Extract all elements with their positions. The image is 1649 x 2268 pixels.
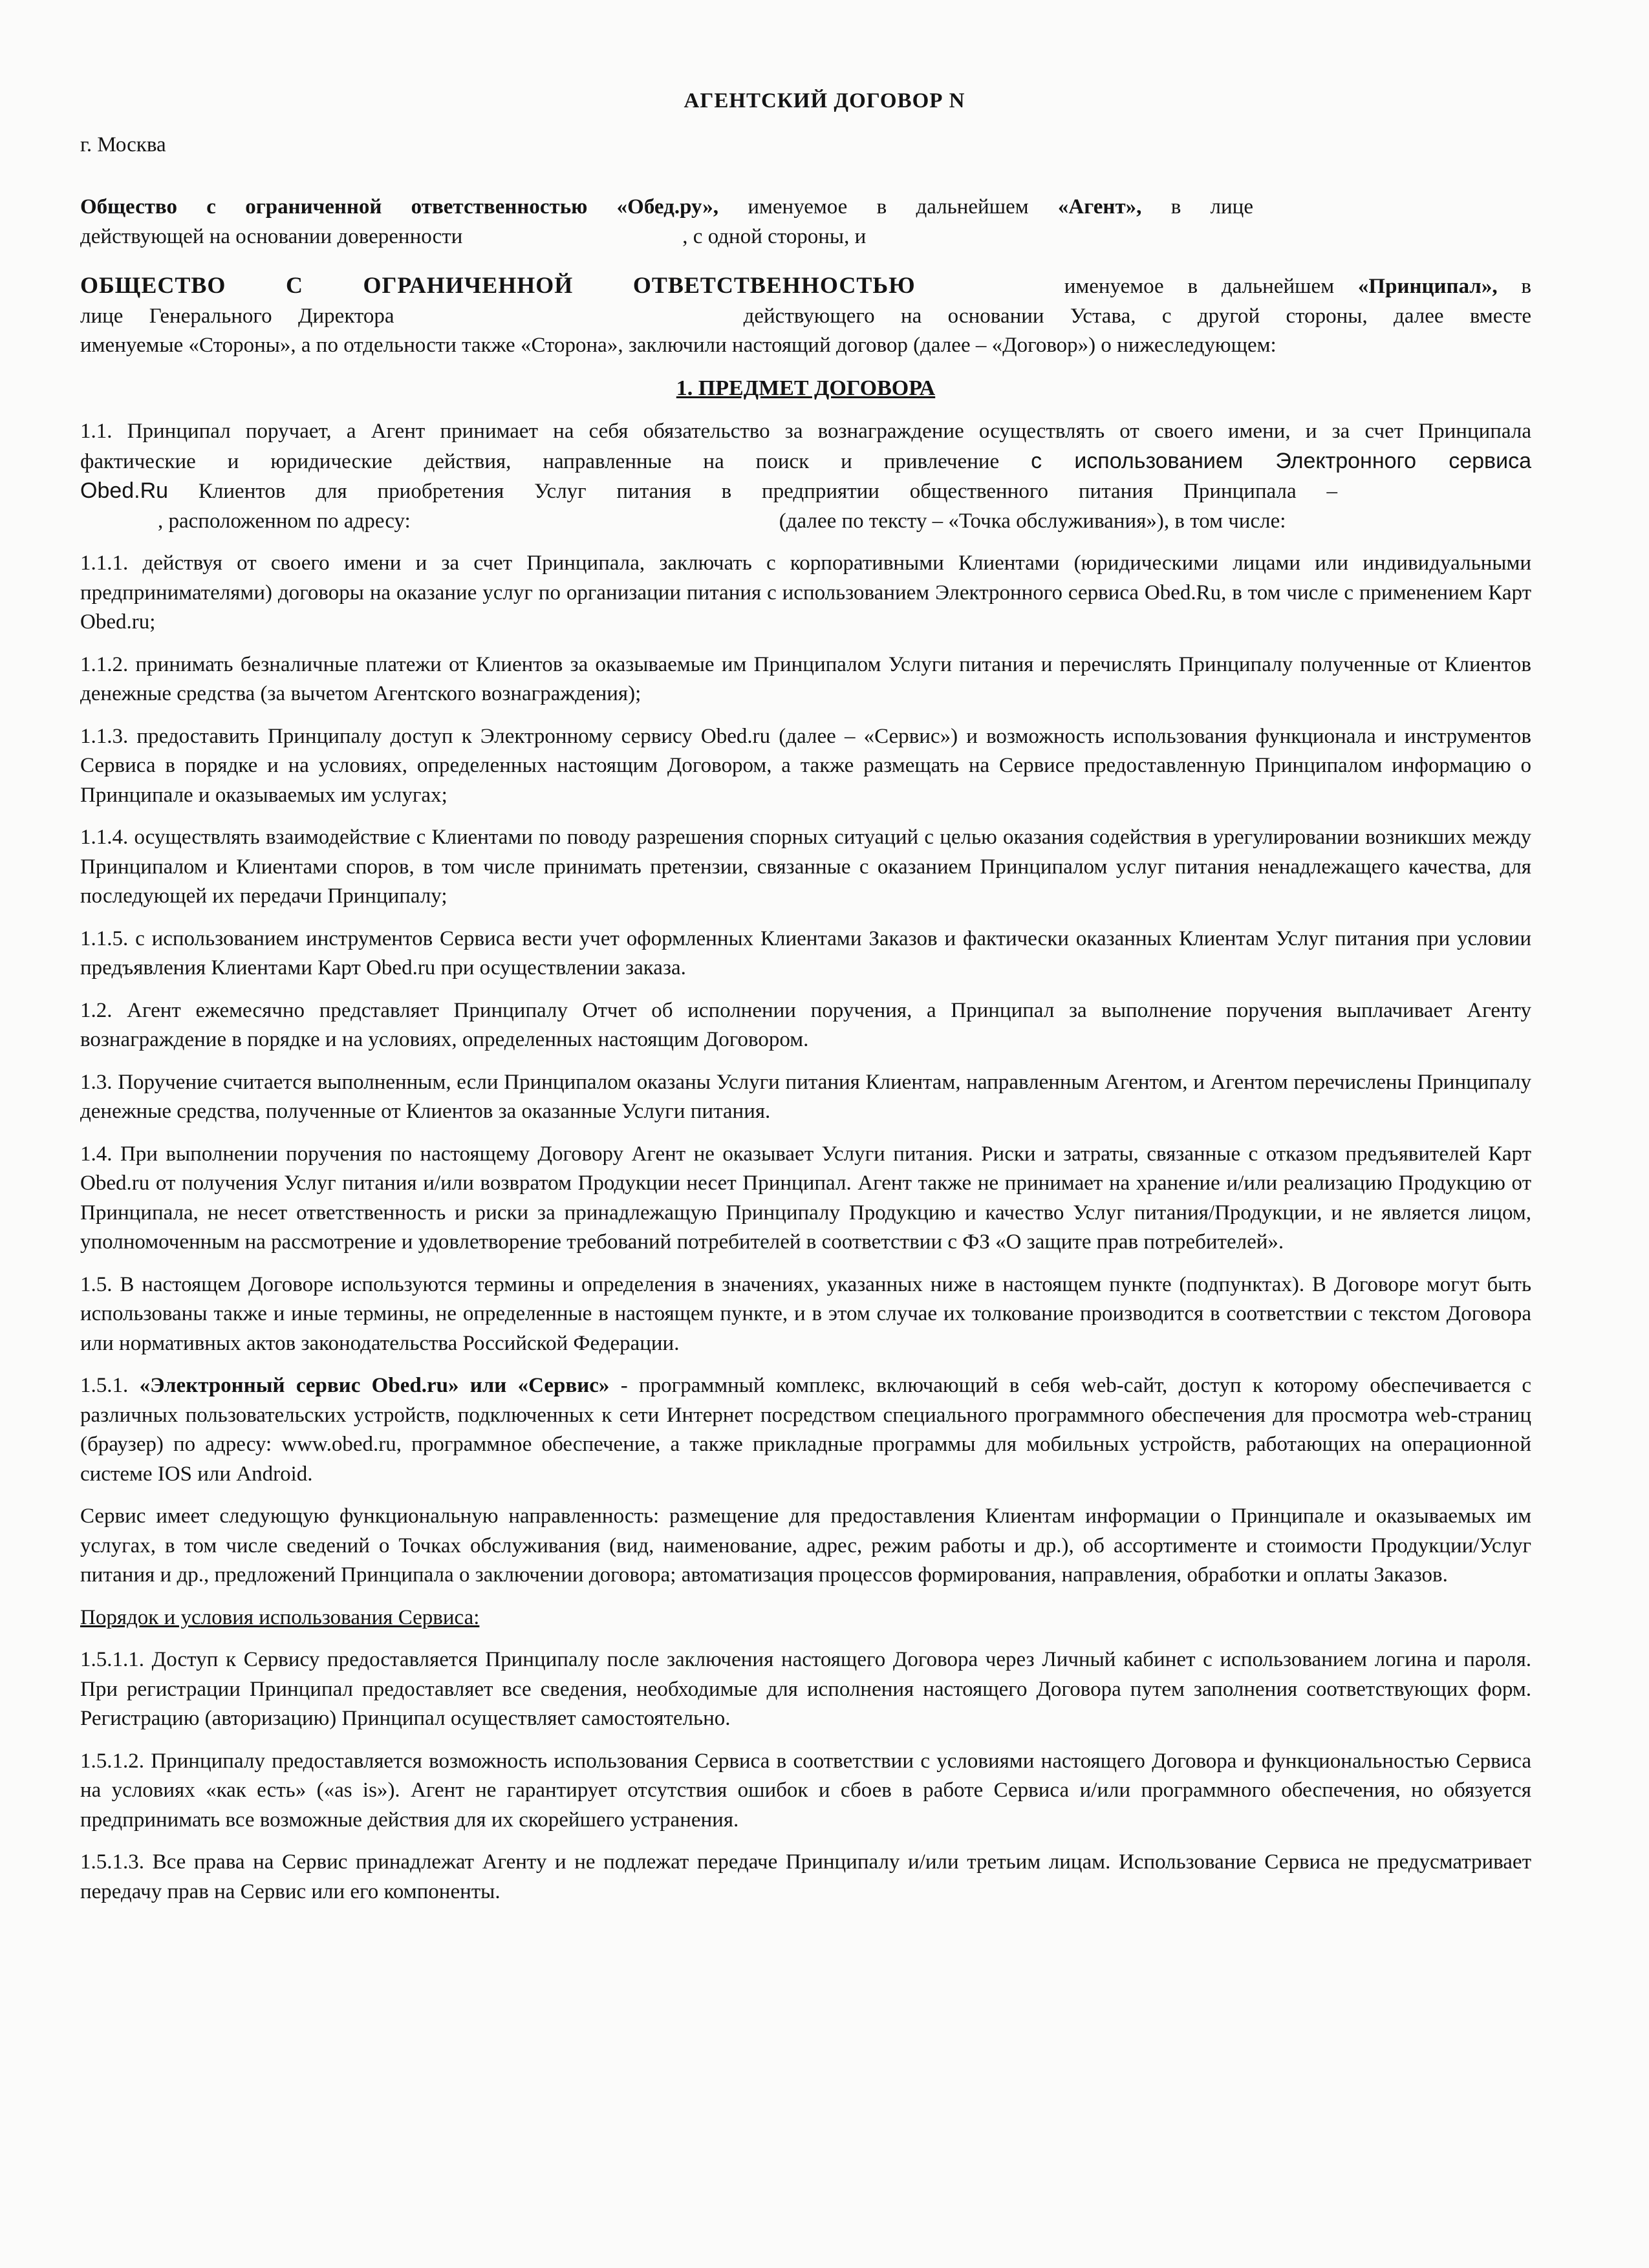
clause-1-4: 1.4. При выполнении поручения по настоящему Договору Агент не оказывает Услуги питания. Риски и затраты, связанные с отказом предъявителей Карт Obed.ru от получения Услуг питания и/или возвратом Продукции несет Принципал. Агент также не принимает на хранение и/или реализацию Продукцию от Принципала, не несет ответственность и риски за принадлежащую Принципалу Продукцию и качество Услуг питания/Продукции, и не является лицом, уполномоченным на рассмотрение и удовлетворение требований потребителей в соответствии с ФЗ «О защите прав потребителей». xyxy=(80,1142,1531,1254)
document-city: г. Москва xyxy=(80,133,166,156)
clause-1-5-1-2: 1.5.1.2. Принципалу предоставляется возможность использования Сервиса в соответствии с условиями настоящего Договора и функциональностью Сервиса на условиях «как есть» («as is»). Агент не гарантирует отсутствия ошибок и сбоев в работе Сервиса и/или программного обеспечения, но обязуется предпринимать все возможные действия для их скорейшего устранения. xyxy=(80,1749,1531,1832)
clause-1-1-line2a: фактические и юридические действия, направленные на поиск и привлечение xyxy=(80,449,1000,473)
principal-paragraph xyxy=(80,271,1531,361)
clause-1-5-1-term: «Электронный сервис Obed.ru» или «Сервис» xyxy=(139,1374,610,1397)
clause-1-5-1-text: - программный комплекс, включающий в себя web-сайт, доступ к которому обеспечивается с различных пользовательских устройств, подключенных к сети Интернет посредством специального программного обеспечения для просмотра web-страниц (браузер) по адресу: www.obed.ru, программное обеспечение, а также прикладные программы для мобильных устройств, работающих на операционной системе IOS или Android. xyxy=(80,1374,1532,1486)
clause-1-1-line3b: Клиентов для приобретения Услуг питания в предприятии общественного питания Принципала – xyxy=(168,480,1337,503)
clause-1-5-1-num: 1.5.1. xyxy=(80,1374,140,1397)
principal-rep: в xyxy=(1497,275,1531,298)
clause-1-1-4: 1.1.4. осуществлять взаимодействие с Клиентами по поводу разрешения спорных ситуаций с целью оказания содействия в урегулировании возникших между Принципалом и Клиентами споров, в том числе принимать претензии, связанные с оказанием Принципалом услуг питания ненадлежащего качества, для последующей их передачи Принципалу; xyxy=(80,826,1531,908)
clause-1-1-2: 1.1.2. принимать безналичные платежи от Клиентов за оказываемые им Принципалом Услуги питания и перечислять Принципалу полученные от Клиентов денежные средства (за вычетом Агентского вознаграждения); xyxy=(80,652,1531,705)
agent-mid: именуемое в дальнейшем xyxy=(718,195,1058,219)
document-body xyxy=(80,193,1531,1920)
agent-line2b: , с одной стороны, и xyxy=(682,224,867,248)
section-title: 1. ПРЕДМЕТ ДОГОВОРА xyxy=(676,376,936,400)
agent-role: «Агент», xyxy=(1057,195,1142,219)
clause-1-1-line4a: , расположенном по адресу: xyxy=(158,509,411,533)
principal-caps: ОБЩЕСТВО С ОГРАНИЧЕННОЙ ОТВЕТСТВЕННОСТЬЮ xyxy=(80,272,916,298)
agent-rep: в лице xyxy=(1141,195,1253,219)
clause-1-1-line1: 1.1. Принципал поручает, а Агент принимает на себя обязательство за вознаграждение осуществлять от своего имени, и за счет Принципала xyxy=(80,420,1531,443)
document-title: АГЕНТСКИЙ ДОГОВОР N xyxy=(684,89,965,112)
agent-line2a: действующей на основании доверенности xyxy=(80,224,463,248)
clause-1-5-1-1: 1.5.1.1. Доступ к Сервису предоставляется Принципалу после заключения настоящего Договора через Личный кабинет с использованием логина и пароля. При регистрации Принципал предоставляет все сведения, необходимые для исполнения настоящего Договора путем заполнения соответствующих форм. Регистрацию (авторизацию) Принципал осуществляет самостоятельно. xyxy=(80,1648,1531,1730)
principal-line3: именуемые «Стороны», а по отдельности также «Сторона», заключили настоящий договор (далее – «Договор») о нижеследующем: xyxy=(80,334,1277,357)
clause-1-1-line2b: с использованием Электронного сервиса xyxy=(1031,448,1532,473)
principal-mid: именуемое в дальнейшем xyxy=(1064,275,1335,298)
agent-name: Общество с ограниченной ответственностью «Обед.ру», xyxy=(80,195,719,219)
clause-1-1-line3a: Obed.Ru xyxy=(80,478,169,503)
clause-1-1-5: 1.1.5. с использованием инструментов Сервиса вести учет оформленных Клиентами Заказов и фактически оказанных Клиентам Услуг питания при условии предъявления Клиентами Карт Obed.ru при осуществлении заказа. xyxy=(80,926,1531,979)
clause-1-5-1-3: 1.5.1.3. Все права на Сервис принадлежат Агенту и не подлежат передаче Принципалу и/или третьим лицам. Использование Сервиса не предусматривает передачу прав на Сервис или его компоненты. xyxy=(80,1850,1531,1903)
clause-1-1 xyxy=(80,417,1531,536)
principal-line2b: действующего на основании Устава, с другой стороны, далее вместе xyxy=(743,304,1531,328)
clause-1-1-3: 1.1.3. предоставить Принципалу доступ к Электронному сервису Obed.ru (далее – «Сервис») и возможность использования функционала и инструментов Сервиса в порядке и на условиях, определенных настоящим Договором, а также размещать на Сервисе предоставленную Принципалом информацию о Принципале и оказываемых им услугах; xyxy=(80,724,1531,807)
clause-1-2: 1.2. Агент ежемесячно представляет Принципалу Отчет об исполнении поручения, а Принципал за выполнение поручения выплачивает Агенту вознаграждение в порядке и на условиях, определенных настоящим Договором. xyxy=(80,998,1531,1051)
clause-1-5-1 xyxy=(80,1371,1531,1489)
clause-1-1-line4b: (далее по тексту – «Точка обслуживания»), в том числе: xyxy=(779,509,1286,533)
principal-role: «Принципал», xyxy=(1357,275,1498,298)
service-paragraph: Сервис имеет следующую функциональную направленность: размещение для предоставления Клиентам информации о Принципале и оказываемых им услугах, в том числе сведений о Точках обслуживания (вид, наименование, адрес, режим работы и др.), об ассортименте и стоимости Продукции/Услуг питания и др., предложений Принципала о заключении договора; автоматизация процессов формирования, направления, обработки и оплаты Заказов. xyxy=(80,1504,1531,1587)
service-order-title: Порядок и условия использования Сервиса: xyxy=(80,1605,480,1629)
clause-1-3: 1.3. Поручение считается выполненным, если Принципалом оказаны Услуги питания Клиентам, направленным Агентом, и Агентом перечислены Принципалу денежные средства, полученные от Клиентов за оказанные Услуги питания. xyxy=(80,1070,1531,1123)
clause-1-1-1: 1.1.1. действуя от своего имени и за счет Принципала, заключать с корпоративными Клиентами (юридическими лицами или индивидуальными предпринимателями) договоры на оказание услуг по организации питания с использованием Электронного сервиса Obed.Ru, в том числе с применением Карт Obed.ru; xyxy=(80,551,1531,634)
principal-line2a: лице Генерального Директора xyxy=(80,304,394,328)
clause-1-5: 1.5. В настоящем Договоре используются термины и определения в значениях, указанных ниже в настоящем пункте (подпунктах). В Договоре могут быть использованы также и иные термины, не определенные в настоящем пункте, и в этом случае их толкование производится в соответствии с текстом Договора или нормативных актов законодательства Российской Федерации. xyxy=(80,1272,1531,1355)
agent-paragraph xyxy=(80,193,1531,251)
